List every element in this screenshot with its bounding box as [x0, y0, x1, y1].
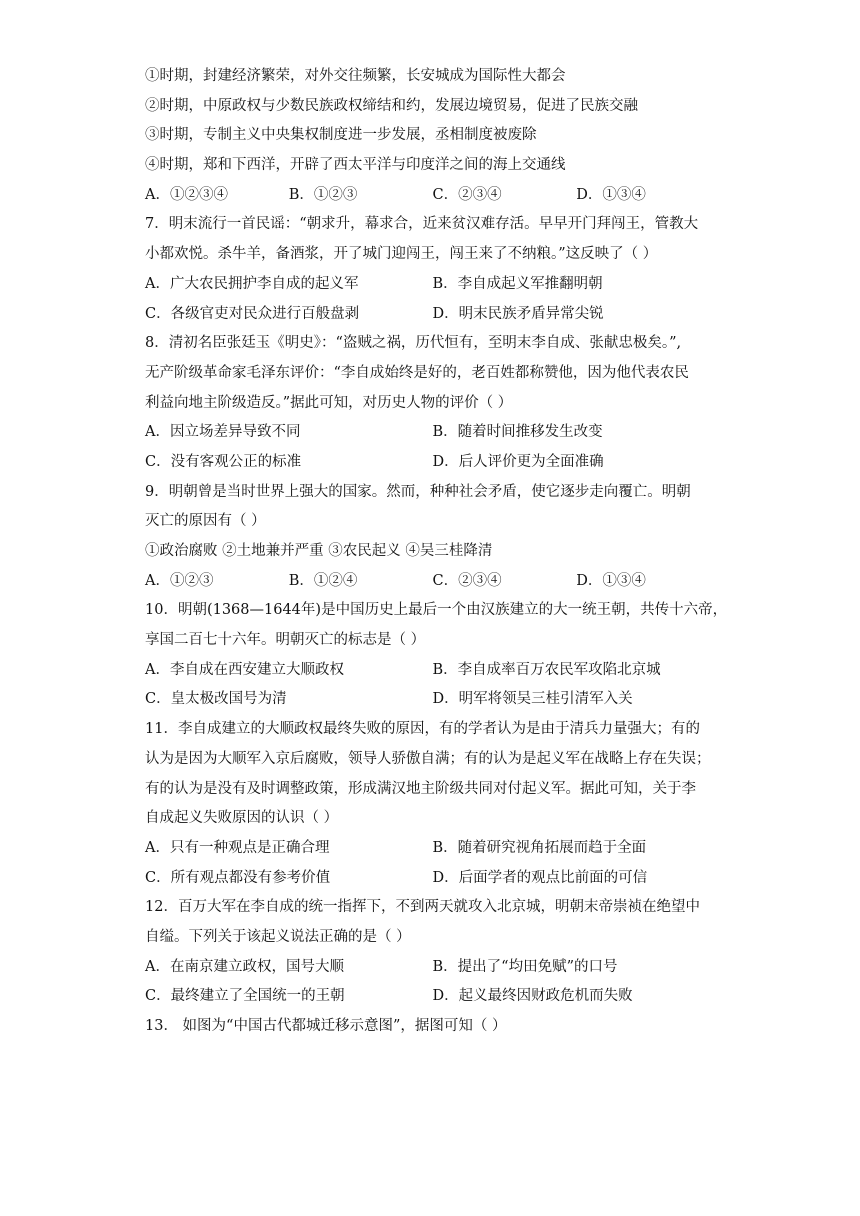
q10-options-row-2 [145, 685, 720, 715]
q10-option-c[interactable]: C．皇太极改国号为清 [145, 691, 287, 708]
q8-stem-2: 无产阶级革命家毛泽东评价：“李自成始终是好的，老百姓都称赞他，因为他代表农民 [145, 364, 689, 381]
q12-stem-2: 自缢。下列关于该起义说法正确的是（ ） [145, 928, 411, 945]
period-2-text: ②时期，中原政权与少数民族政权缔结和约，发展边境贸易，促进了民族交融 [145, 97, 638, 114]
q7-option-b[interactable]: B．李自成起义军推翻明朝 [432, 275, 603, 292]
q7-option-a[interactable]: A．广大农民拥护李自成的起义军 [145, 275, 359, 292]
q8-option-c[interactable]: C．没有客观公正的标准 [145, 453, 302, 470]
q7-option-d[interactable]: D．明末民族矛盾异常尖锐 [432, 305, 604, 322]
q7-options-row-1 [145, 270, 720, 300]
q9-stem-2: 灭亡的原因有（ ） [145, 513, 266, 530]
q6-option-a[interactable]: A．①②③④ [145, 186, 228, 203]
q10-option-a[interactable]: A．李自成在西安建立大顺政权 [145, 661, 344, 678]
q8-option-d[interactable]: D．后人评价更为全面准确 [432, 453, 604, 470]
q11-stem-2: 认为是因为大顺军入京后腐败，领导人骄傲自满；有的认为是起义军在战略上存在失误； [145, 750, 711, 767]
q12-option-b[interactable]: B．提出了“均田免赋”的口号 [432, 958, 618, 975]
period-4-text: ④时期，郑和下西洋，开辟了西太平洋与印度洋之间的海上交通线 [145, 157, 566, 174]
q8-option-a[interactable]: A．因立场差异导致不同 [145, 424, 301, 441]
q8-options-row-2 [145, 448, 720, 478]
q12-stem-1: 12．百万大军在李自成的统一指挥下，不到两天就攻入北京城，明朝末帝崇祯在绝望中 [145, 899, 700, 916]
q9-option-d[interactable]: D．①③④ [576, 572, 646, 589]
q11-stem-3: 有的认为是没有及时调整政策，形成满汉地主阶级共同对付起义军。据此可知，关于李 [145, 780, 696, 797]
q10-options-row-1 [145, 656, 720, 686]
q10-stem-1: 10．明朝(1368—1644年)是中国历史上最后一个由汉族建立的大一统王朝，共传十六帝， [145, 602, 728, 619]
q11-option-d[interactable]: D．后面学者的观点比前面的可信 [432, 869, 648, 886]
q9-items: ①政治腐败 ②土地兼并严重 ③农民起义 ④吴三桂降清 [145, 543, 493, 559]
q7-option-c[interactable]: C．各级官吏对民众进行百般盘剥 [145, 305, 360, 322]
exam-page [145, 62, 728, 1042]
q11-option-b[interactable]: B．随着研究视角拓展而趋于全面 [432, 839, 647, 856]
q9-option-a[interactable]: A．①②③ [145, 572, 214, 589]
q10-option-d[interactable]: D．明军将领吴三桂引清军入关 [432, 691, 633, 708]
q8-stem-3: 利益向地主阶级造反。”据此可知，对历史人物的评价（ ） [145, 394, 513, 411]
q10-option-b[interactable]: B．李自成率百万农民军攻陷北京城 [432, 661, 661, 678]
q8-stem-1: 8．清初名臣张廷玉《明史》：“盗贼之祸，历代恒有，至明末李自成、张献忠极矣。”, [145, 335, 682, 352]
q12-options-row-1 [145, 953, 720, 983]
q12-options-row-2 [145, 982, 720, 1012]
q9-option-b[interactable]: B．①②④ [288, 572, 358, 589]
q6-option-c[interactable]: C．②③④ [432, 186, 502, 203]
q12-option-d[interactable]: D．起义最终因财政危机而失败 [432, 988, 633, 1005]
q9-option-c[interactable]: C．②③④ [432, 572, 502, 589]
q12-option-a[interactable]: A．在南京建立政权，国号大顺 [145, 958, 344, 975]
q8-option-b[interactable]: B．随着时间推移发生改变 [432, 424, 603, 441]
q9-stem-1: 9．明朝曾是当时世界上强大的国家。然而，种种社会矛盾，使它逐步走向覆亡。明朝 [145, 483, 691, 500]
q7-stem-2: 小都欢悦。杀牛羊，备酒浆，开了城门迎闯王，闯王来了不纳粮。”这反映了（ ） [145, 246, 658, 263]
q6-option-b[interactable]: B．①②③ [288, 186, 358, 203]
q7-stem-1: 7．明末流行一首民谣：“朝求升，幕求合，近来贫汉难存活。早早开门拜闯王，管教大 [145, 216, 699, 233]
q11-stem-4: 自成起义失败原因的认识（ ） [145, 810, 339, 827]
q7-options-row-2 [145, 300, 720, 330]
q10-stem-2: 享国二百七十六年。明朝灭亡的标志是（ ） [145, 632, 426, 649]
q12-option-c[interactable]: C．最终建立了全国统一的王朝 [145, 988, 345, 1005]
q6-options [145, 181, 720, 211]
q11-options-row-2 [145, 864, 720, 894]
q9-options [145, 567, 720, 597]
q11-options-row-1 [145, 834, 720, 864]
q6-option-d[interactable]: D．①③④ [576, 186, 646, 203]
q13-stem: 13． 如图为“中国古代都城迁移示意图”，据图可知（ ） [145, 1018, 507, 1034]
q8-options-row-1 [145, 418, 720, 448]
period-3-text: ③时期，专制主义中央集权制度进一步发展，丞相制度被废除 [145, 127, 537, 144]
q11-stem-1: 11．李自成建立的大顺政权最终失败的原因，有的学者认为是由于清兵力量强大；有的 [145, 721, 700, 738]
period-1-text: ①时期，封建经济繁荣，对外交往频繁，长安城成为国际性大都会 [145, 68, 566, 84]
q11-option-c[interactable]: C．所有观点都没有参考价值 [145, 869, 331, 886]
q11-option-a[interactable]: A．只有一种观点是正确合理 [145, 839, 330, 856]
